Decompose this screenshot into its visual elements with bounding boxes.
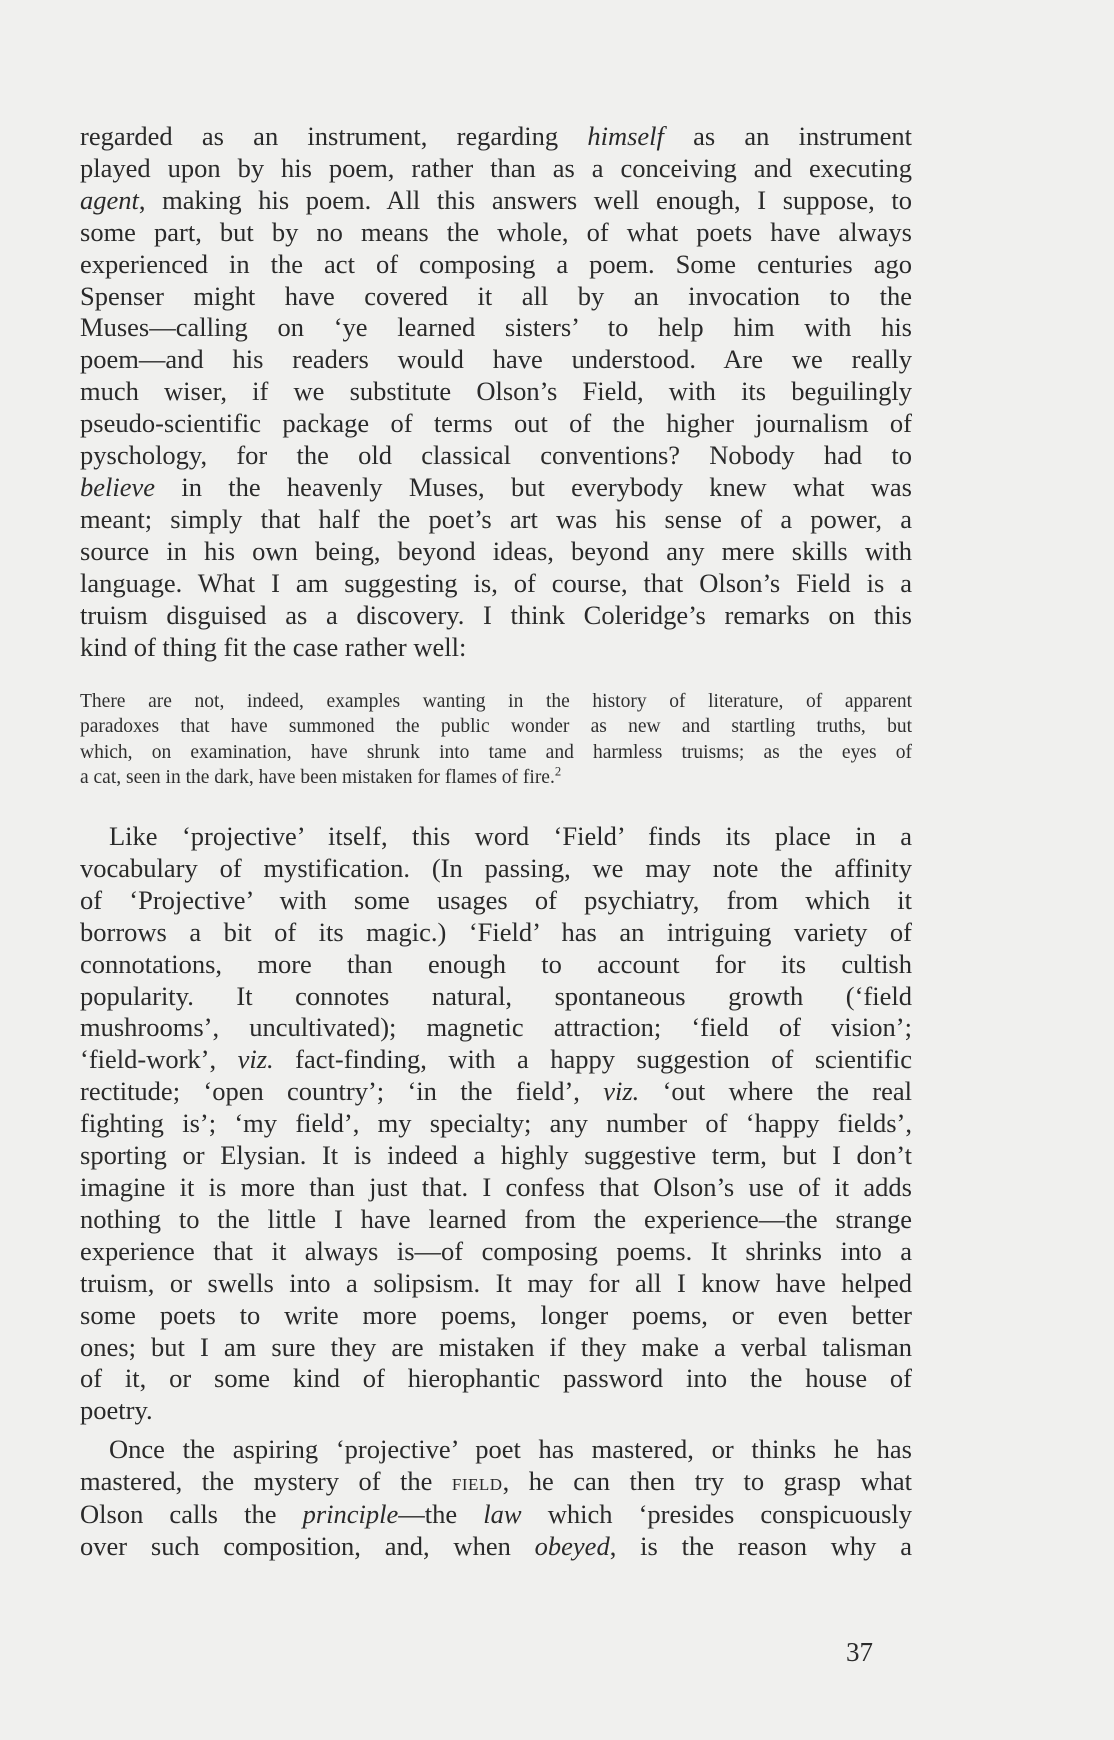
text-line: fighting is’; ‘my field’, my specialty; any number of ‘happy fields’, — [80, 1108, 912, 1139]
text-line: nothing to the little I have learned from the experience—the strange — [80, 1203, 912, 1234]
text-line: truism disguised as a discovery. I think Coleridge’s remarks on this — [80, 599, 912, 630]
text-line: source in his own being, beyond ideas, beyond any mere skills with — [80, 535, 912, 566]
italic-text: viz. — [237, 1044, 274, 1075]
text-line: of ‘Projective’ with some usages of psychiatry, from which it — [80, 884, 912, 915]
text-line: regarded as an instrument, regarding himself as an instrument — [80, 121, 912, 151]
text-line: meant; simply that half the poet’s art was his sense of a power, a — [80, 503, 912, 534]
text-line: Olson calls the principle—the law which ‘presides conspicuously — [80, 1498, 912, 1529]
text-line: ones; but I am sure they are mistaken if they make a verbal talisman — [80, 1331, 912, 1362]
text-line: much wiser, if we substitute Olson’s Field, with its beguilingly — [80, 376, 912, 407]
block-quotation — [80, 689, 912, 790]
footnote-marker: 2 — [554, 764, 562, 779]
paragraph-2 — [80, 821, 912, 1427]
quote-line: There are not, indeed, examples wanting in the history of literature, of apparent — [80, 691, 912, 712]
italic-text: law — [483, 1498, 522, 1529]
text-line: agent, making his poem. All this answers well enough, I suppose, to — [80, 184, 912, 215]
quote-line: which, on examination, have shrunk into tame and harmless truisms; as the eyes of — [80, 741, 912, 763]
italic-text: agent — [80, 184, 139, 215]
text-line: mastered, the mystery of the field, he can then try to grasp what — [80, 1465, 912, 1496]
text-line: connotations, more than enough to account for its cultish — [80, 948, 912, 979]
text-line: believe in the heavenly Muses, but everybody knew what was — [80, 471, 912, 502]
text-line: ‘field-work’, viz. fact-finding, with a happy suggestion of scientific — [80, 1044, 912, 1075]
text-line: Once the aspiring ‘projective’ poet has mastered, or thinks he has — [109, 1434, 912, 1464]
text-line: Like ‘projective’ itself, this word ‘Field’ finds its place in a — [109, 821, 912, 851]
text-line: poetry. — [80, 1395, 153, 1426]
italic-text: himself — [587, 121, 664, 151]
text-line: mushrooms’, uncultivated); magnetic attraction; ‘field of vision’; — [80, 1012, 912, 1043]
text-line: some poets to write more poems, longer poems, or even better — [80, 1299, 912, 1330]
text-line: truism, or swells into a solipsism. It may for all I know have helped — [80, 1267, 912, 1298]
text-line: experience that it always is—of composing poems. It shrinks into a — [80, 1235, 912, 1266]
text-line: language. What I am suggesting is, of course, that Olson’s Field is a — [80, 567, 912, 598]
text-line: borrows a bit of its magic.) ‘Field’ has an intriguing variety of — [80, 916, 912, 947]
quote-line: paradoxes that have summoned the public wonder as new and startling truths, but — [80, 716, 912, 738]
text-line: imagine it is more than just that. I confess that Olson’s use of it adds — [80, 1171, 912, 1202]
text-line: popularity. It connotes natural, spontaneous growth (‘field — [80, 980, 912, 1011]
text-line: rectitude; ‘open country’; ‘in the field’, viz. ‘out where the real — [80, 1076, 912, 1107]
text-line: vocabulary of mystification. (In passing, we may note the affinity — [80, 852, 912, 883]
text-line: some part, but by no means the whole, of what poets have always — [80, 216, 912, 247]
text-line: played upon by his poem, rather than as a conceiving and executing — [80, 152, 912, 183]
italic-text: obeyed — [534, 1530, 610, 1561]
page-number: 37 — [846, 1637, 873, 1667]
paragraph-3 — [80, 1434, 912, 1563]
text-line: sporting or Elysian. It is indeed a highly suggestive term, but I don’t — [80, 1140, 912, 1171]
text-line: Spenser might have covered it all by an invocation to the — [80, 280, 912, 311]
text-line: poem—and his readers would have understood. Are we really — [80, 344, 912, 375]
text-line: kind of thing fit the case rather well: — [80, 631, 467, 662]
text-line: of it, or some kind of hierophantic password into the house of — [80, 1363, 912, 1394]
text-line: pyschology, for the old classical conventions? Nobody had to — [80, 440, 912, 471]
quote-line: a cat, seen in the dark, have been mistaken for flames of fire.$^2$ — [80, 764, 562, 788]
paragraph-1 — [80, 121, 912, 663]
small-caps-text: field — [451, 1468, 503, 1496]
text-line: Muses—calling on ‘ye learned sisters’ to help him with his — [80, 312, 912, 343]
text-line: experienced in the act of composing a poem. Some centuries ago — [80, 248, 912, 279]
italic-text: believe — [80, 471, 156, 502]
text-line: over such composition, and, when obeyed, is the reason why a — [80, 1530, 912, 1561]
text-line: pseudo-scientific package of terms out of the higher journalism of — [80, 408, 912, 439]
italic-text: principle — [302, 1498, 399, 1529]
italic-text: viz. — [603, 1076, 640, 1107]
